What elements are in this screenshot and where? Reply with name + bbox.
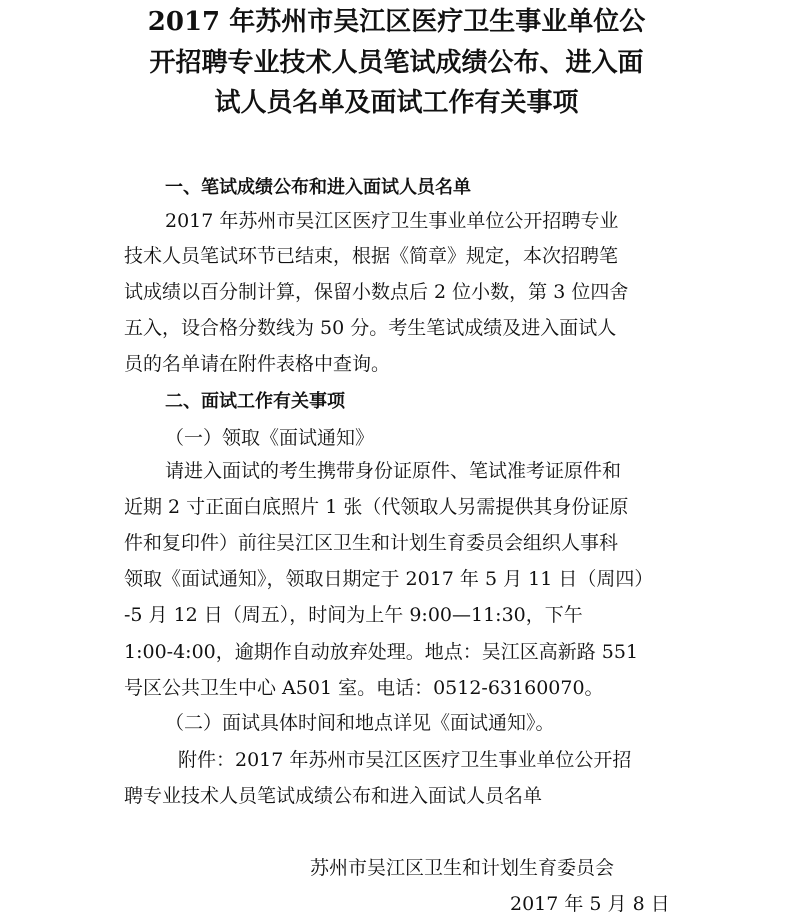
section-2-subheading-2: （二）面试具体时间和地点详见《面试通知》。 — [165, 712, 555, 734]
section-1-paragraph-line: 2017 年苏州市吴江区医疗卫生事业单位公开招聘专业 — [165, 210, 619, 232]
section-1-paragraph-line: 五入，设合格分数线为 50 分。考生笔试成绩及进入面试人 — [124, 317, 617, 339]
document-title-line-1: 2017 年苏州市吴江区医疗卫生事业单位公 — [147, 7, 646, 37]
section-2-paragraph-line: 件和复印件）前往吴江区卫生和计划生育委员会组织人事科 — [124, 532, 619, 554]
section-2-heading: 二、面试工作有关事项 — [165, 391, 345, 412]
section-2-paragraph-line: 领取《面试通知》，领取日期定于 2017 年 5 月 11 日（周四） — [124, 568, 654, 590]
signature-date: 2017 年 5 月 8 日 — [510, 893, 670, 915]
document-title-line-3: 试人员名单及面试工作有关事项 — [214, 88, 579, 118]
section-2-paragraph-line: 请进入面试的考生携带身份证原件、笔试准考证原件和 — [165, 460, 622, 482]
section-1-paragraph-line: 员的名单请在附件表格中查询。 — [124, 353, 391, 375]
section-1-heading: 一、笔试成绩公布和进入面试人员名单 — [165, 177, 471, 198]
section-1-paragraph-line: 技术人员笔试环节已结束，根据《简章》规定，本次招聘笔 — [124, 245, 619, 267]
attachment-line: 附件：2017 年苏州市吴江区医疗卫生事业单位公开招 — [178, 749, 632, 771]
document-title-line-2: 开招聘专业技术人员笔试成绩公布、进入面 — [149, 48, 644, 78]
section-2-paragraph-line: 号区公共卫生中心 A501 室。电话：0512-63160070。 — [124, 677, 604, 699]
signature-organization: 苏州市吴江区卫生和计划生育委员会 — [310, 857, 615, 879]
section-2-paragraph-line: -5 月 12 日（周五），时间为上午 9:00—11:30，下午 — [124, 604, 583, 626]
section-2-subheading-1: （一）领取《面试通知》 — [165, 427, 375, 449]
section-1-paragraph-line: 试成绩以百分制计算，保留小数点后 2 位小数，第 3 位四舍 — [124, 281, 629, 303]
section-2-paragraph-line: 1:00-4:00，逾期作自动放弃处理。地点：吴江区高新路 551 — [124, 641, 639, 663]
section-2-paragraph-line: 近期 2 寸正面白底照片 1 张（代领取人另需提供其身份证原 — [124, 496, 629, 518]
attachment-line: 聘专业技术人员笔试成绩公布和进入面试人员名单 — [124, 785, 543, 807]
